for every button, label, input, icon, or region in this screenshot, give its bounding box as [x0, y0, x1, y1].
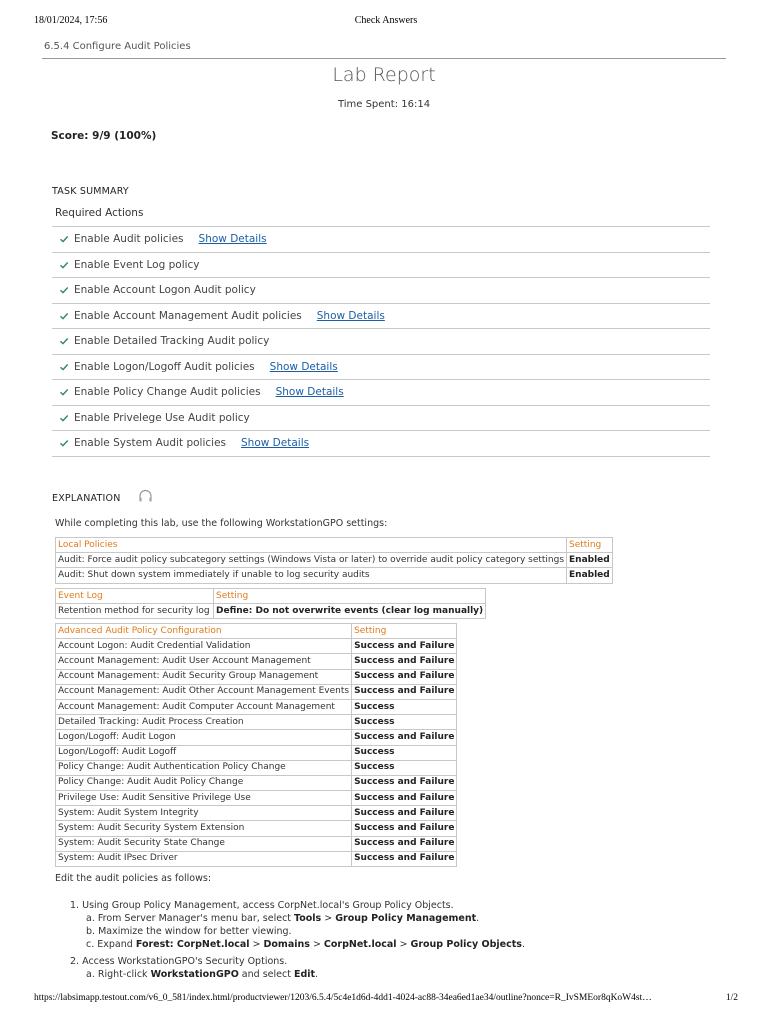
policy-cell: Account Management: Audit Security Group Management [56, 669, 352, 684]
menu-term: Tools [294, 913, 322, 924]
action-label: Enable Privelege Use Audit policy [74, 411, 250, 424]
lab-title: 6.5.4 Configure Audit Policies [44, 41, 191, 52]
table-header-row [56, 589, 486, 604]
check-icon [55, 311, 73, 321]
policy-cell: Privilege Use: Audit Sensitive Privilege Use [56, 791, 352, 806]
table-row [56, 730, 457, 745]
table-header-cell: Event Log [56, 589, 214, 604]
check-icon [55, 438, 73, 448]
action-row [52, 253, 710, 279]
menu-term: WorkstationGPO [150, 969, 239, 980]
headphones-icon[interactable] [138, 489, 153, 503]
table-header-row [56, 624, 457, 639]
table-row [56, 715, 457, 730]
policy-cell: System: Audit IPsec Driver [56, 851, 352, 866]
substep-prefix: c. [86, 939, 95, 950]
substep-item [86, 925, 525, 938]
setting-cell: Success [352, 699, 457, 714]
print-title: Check Answers [354, 15, 418, 26]
policy-cell: Account Management: Audit Computer Account Management [56, 699, 352, 714]
punctuation: . [476, 913, 480, 924]
check-icon [55, 387, 73, 397]
table-row [56, 568, 613, 583]
required-actions-list [52, 226, 710, 457]
print-header [34, 15, 738, 31]
action-label: Enable Logon/Logoff Audit policies [74, 360, 255, 373]
event-log-table [55, 588, 486, 619]
explanation-intro: While completing this lab, use the following WorkstationGPO settings: [55, 518, 388, 529]
setting-cell: Success [352, 760, 457, 775]
table-row [56, 806, 457, 821]
table-row [56, 775, 457, 790]
task-summary-label: TASK SUMMARY [52, 186, 129, 197]
setting-cell: Success and Failure [352, 730, 457, 745]
show-details-link[interactable]: Show Details [269, 360, 338, 373]
setting-cell: Success [352, 715, 457, 730]
action-row [52, 431, 710, 457]
action-row [52, 227, 710, 253]
table-row [56, 699, 457, 714]
action-row [52, 406, 710, 432]
separator: > [249, 939, 264, 950]
table-header-cell: Local Policies [56, 538, 567, 553]
table-row [56, 684, 457, 699]
policy-cell: Policy Change: Audit Authentication Policy Change [56, 760, 352, 775]
substep-text: Maximize the window for better viewing. [98, 926, 292, 937]
substep-prefix: b. [86, 926, 96, 937]
policy-cell: Logon/Logoff: Audit Logon [56, 730, 352, 745]
action-row [52, 380, 710, 406]
setting-cell: Enabled [567, 568, 613, 583]
punctuation: . [315, 969, 319, 980]
separator: > [396, 939, 411, 950]
action-label: Enable Account Management Audit policies [74, 309, 302, 322]
step-item [70, 899, 525, 912]
step-text: Access WorkstationGPO's Security Options. [82, 956, 288, 967]
substep-text: Expand [97, 939, 136, 950]
action-label: Enable Event Log policy [74, 258, 200, 271]
table-header-cell: Setting [214, 589, 486, 604]
action-label: Enable Policy Change Audit policies [74, 386, 261, 399]
print-footer [34, 993, 738, 1007]
substep-prefix: a. [86, 969, 95, 980]
check-icon [55, 336, 73, 346]
table-row [56, 791, 457, 806]
policy-cell: Account Management: Audit User Account Management [56, 654, 352, 669]
policy-cell: System: Audit Security State Change [56, 836, 352, 851]
action-row [52, 355, 710, 381]
show-details-link[interactable]: Show Details [275, 386, 344, 399]
page-number: 1/2 [725, 993, 738, 1003]
action-label: Enable Audit policies [74, 233, 184, 246]
substep-item [86, 938, 525, 951]
substep-item [86, 912, 525, 925]
report-heading: Lab Report [332, 64, 436, 86]
policy-cell: Account Management: Audit Other Account Management Events [56, 684, 352, 699]
table-row [56, 669, 457, 684]
table-row [56, 836, 457, 851]
check-icon [55, 413, 73, 423]
step-item [70, 955, 525, 968]
menu-term: Group Policy Management [335, 913, 477, 924]
punctuation: . [521, 939, 525, 950]
menu-term: Domains [263, 939, 310, 950]
action-label: Enable Account Logon Audit policy [74, 284, 256, 297]
policy-cell: Audit: Shut down system immediately if unable to log security audits [56, 568, 567, 583]
menu-term: Forest: CorpNet.local [135, 939, 250, 950]
required-actions-label: Required Actions [55, 207, 144, 219]
table-row [56, 553, 613, 568]
score: Score: 9/9 (100%) [51, 130, 157, 142]
policy-cell: Logon/Logoff: Audit Logoff [56, 745, 352, 760]
table-row [56, 604, 486, 619]
action-label: Enable Detailed Tracking Audit policy [74, 335, 270, 348]
advanced-audit-table [55, 623, 457, 867]
steps-list [70, 899, 525, 981]
explanation-label: EXPLANATION [52, 493, 121, 504]
action-row [52, 304, 710, 330]
action-row [52, 329, 710, 355]
table-header-cell: Setting [567, 538, 613, 553]
show-details-link[interactable]: Show Details [198, 233, 267, 246]
check-icon [55, 362, 73, 372]
action-label: Enable System Audit policies [74, 437, 227, 450]
setting-cell: Success and Failure [352, 669, 457, 684]
table-header-cell: Advanced Audit Policy Configuration [56, 624, 352, 639]
step-number: 1. [70, 900, 80, 911]
menu-term: Group Policy Objects [410, 939, 522, 950]
policy-cell: Account Logon: Audit Credential Validation [56, 639, 352, 654]
table-row [56, 851, 457, 866]
setting-cell: Success and Failure [352, 821, 457, 836]
setting-cell: Success and Failure [352, 654, 457, 669]
policy-cell: Retention method for security log [56, 604, 214, 619]
check-icon [55, 234, 73, 244]
step-text: Using Group Policy Management, access CorpNet.local's Group Policy Objects. [82, 900, 454, 911]
check-icon [55, 260, 73, 270]
setting-cell: Success and Failure [352, 639, 457, 654]
edit-instructions-label: Edit the audit policies as follows: [55, 873, 212, 884]
show-details-link[interactable]: Show Details [241, 437, 310, 450]
substep-text: From Server Manager's menu bar, select [97, 913, 295, 924]
policy-cell: Audit: Force audit policy subcategory settings (Windows Vista or later) to override audit policy category settings [56, 553, 567, 568]
setting-cell: Define: Do not overwrite events (clear log manually) [214, 604, 486, 619]
table-row [56, 821, 457, 836]
separator: > [321, 913, 336, 924]
substep-prefix: a. [86, 913, 95, 924]
show-details-link[interactable]: Show Details [316, 309, 385, 322]
print-datetime: 18/01/2024, 17:56 [34, 15, 108, 26]
setting-cell: Success and Failure [352, 684, 457, 699]
header-divider [42, 58, 726, 59]
setting-cell: Success [352, 745, 457, 760]
local-policies-table [55, 537, 613, 584]
substep-text: and select [238, 969, 294, 980]
table-header-row [56, 538, 613, 553]
time-spent: Time Spent: 16:14 [337, 99, 431, 110]
table-row [56, 654, 457, 669]
setting-cell: Success and Failure [352, 775, 457, 790]
menu-term: CorpNet.local [323, 939, 397, 950]
policy-cell: System: Audit Security System Extension [56, 821, 352, 836]
substep-item [86, 968, 525, 981]
setting-cell: Enabled [567, 553, 613, 568]
policy-cell: System: Audit System Integrity [56, 806, 352, 821]
setting-cell: Success and Failure [352, 791, 457, 806]
page-url: https://labsimapp.testout.com/v6_0_581/index.html/productviewer/1203/6.5.4/5c4e1d6d-4dd1-4024-ac88-34ea6ed1ae34/outline?nonce=R_IvSMEor8qKoW4st… [34, 993, 652, 1003]
setting-cell: Success and Failure [352, 851, 457, 866]
menu-term: Edit [293, 969, 316, 980]
setting-cell: Success and Failure [352, 836, 457, 851]
table-header-cell: Setting [352, 624, 457, 639]
table-row [56, 639, 457, 654]
action-row [52, 278, 710, 304]
separator: > [309, 939, 324, 950]
substep-text: Right-click [97, 969, 151, 980]
check-icon [55, 285, 73, 295]
table-row [56, 745, 457, 760]
step-number: 2. [70, 956, 80, 967]
policy-cell: Policy Change: Audit Audit Policy Change [56, 775, 352, 790]
table-row [56, 760, 457, 775]
setting-cell: Success and Failure [352, 806, 457, 821]
policy-cell: Detailed Tracking: Audit Process Creation [56, 715, 352, 730]
